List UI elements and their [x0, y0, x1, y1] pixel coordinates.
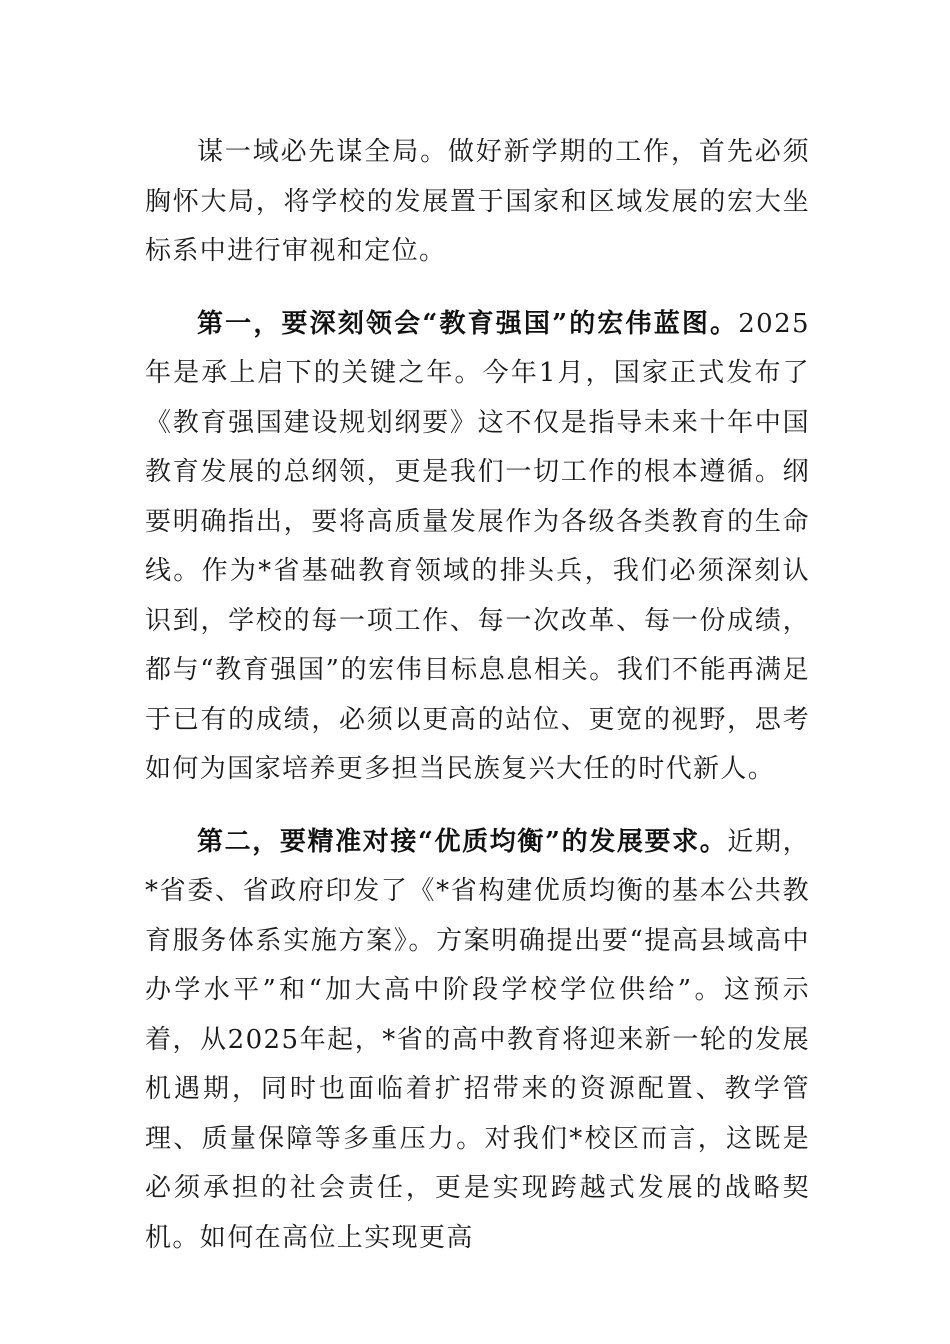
paragraph-first-point-text: 2025年是承上启下的关键之年。今年1月，国家正式发布了《教育强国建设规划纲要》这不仅是指导未来十年中国教育发展的总纲领，更是我们一切工作的根本遵循。纲要明确指出，要将高质量发展作为各级各类教育的生命线。作为*省基础教育领域的排头兵，我们必须深刻认识到，学校的每一项工作、每一次改革、每一份成绩，都与“教育强国”的宏伟目标息息相关。我们不能再满足于已有的成绩，必须以更高的站位、更宽的视野，思考如何为国家培养更多担当民族复兴大任的时代新人。: [145, 308, 810, 784]
paragraph-first-point: [145, 300, 810, 795]
paragraph-second-point-text: 近期，*省委、省政府印发了《*省构建优质均衡的基本公共教育服务体系实施方案》。方案明确提出要“提高县域高中办学水平”和“加大高中阶段学校学位供给”。这预示着，从2025年起，*省的高中教育将迎来新一轮的发展机遇期，同时也面临着扩招带来的资源配置、教学管理、质量保障等多重压力。对我们*校区而言，这既是必须承担的社会责任，更是实现跨越式发展的战略契机。如何在高位上实现更高: [145, 826, 810, 1253]
paragraph-second-point-heading: 第二，要精准对接“优质均衡”的发展要求。: [197, 826, 728, 857]
paragraph-first-point-heading: 第一，要深刻领会“教育强国”的宏伟蓝图。: [197, 308, 739, 339]
document-body: [145, 128, 810, 1286]
paragraph-intro: [145, 128, 810, 277]
paragraph-intro-text: 谋一域必先谋全局。做好新学期的工作，首先必须胸怀大局，将学校的发展置于国家和区域发展的宏大坐标系中进行审视和定位。: [145, 137, 810, 266]
paragraph-second-point: [145, 818, 810, 1264]
